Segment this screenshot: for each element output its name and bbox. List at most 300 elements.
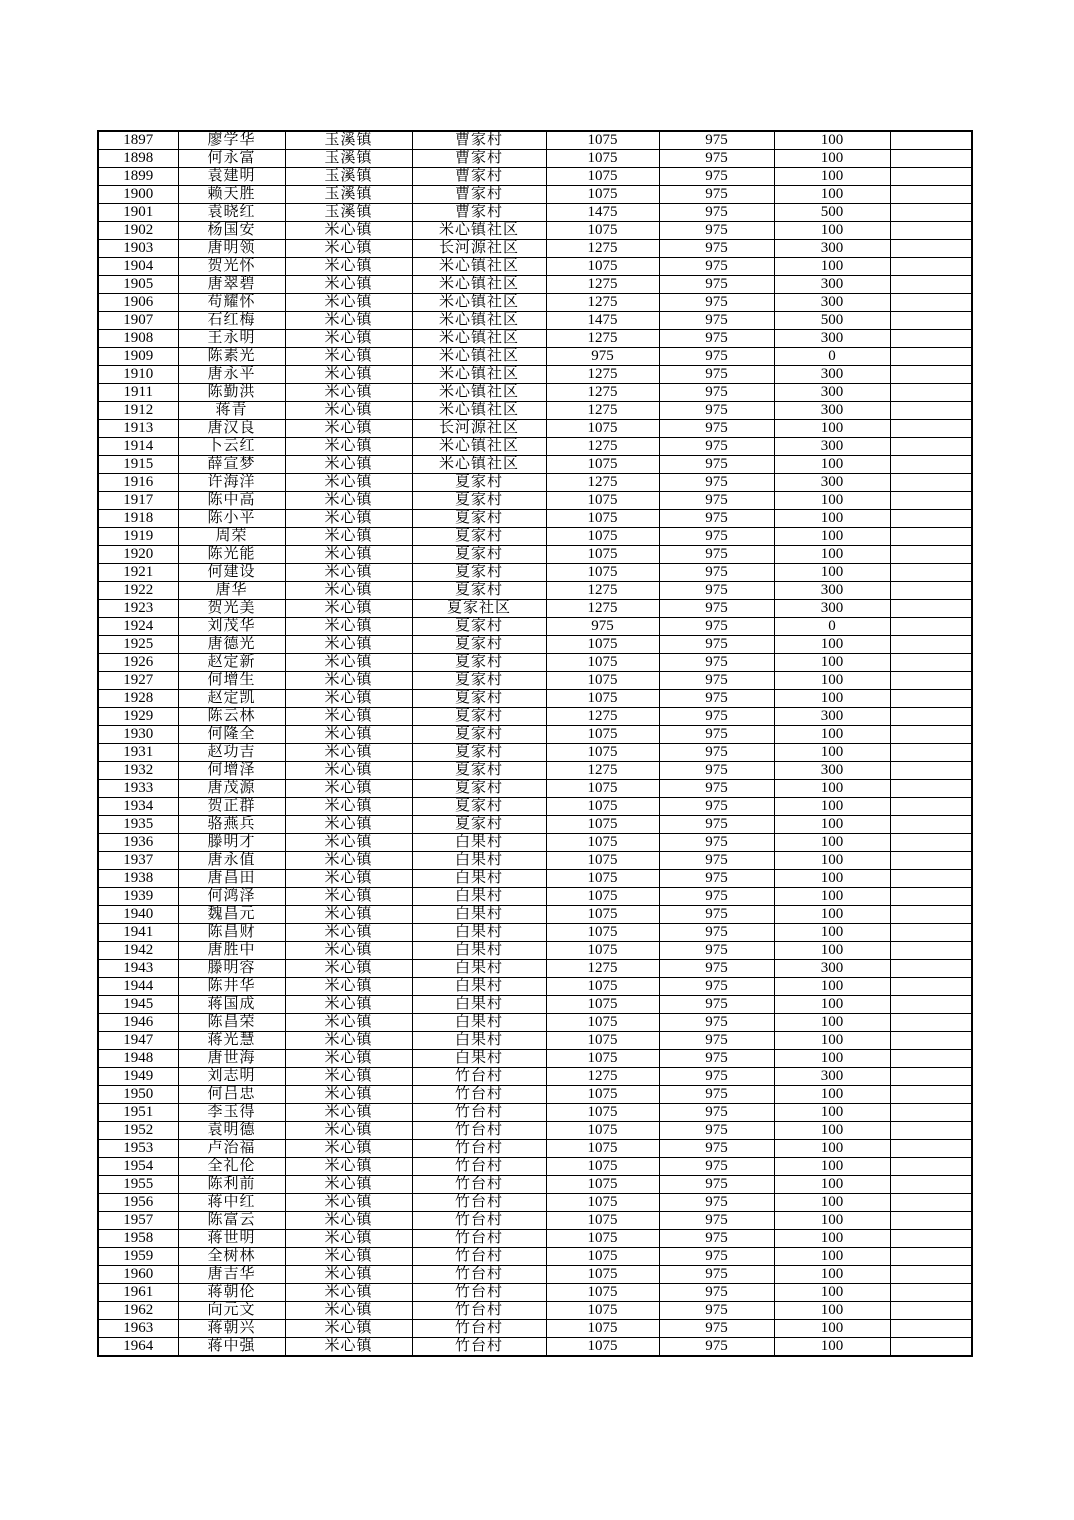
village-cell: 米心镇社区: [412, 456, 546, 474]
amount-extra-cell: 300: [774, 960, 890, 978]
remark-cell: [890, 168, 972, 186]
amount-base-cell: 975: [659, 654, 774, 672]
town-cell: 玉溪镇: [285, 204, 412, 222]
amount-extra-cell: 100: [774, 816, 890, 834]
village-cell: 夏家村: [412, 564, 546, 582]
town-cell: 米心镇: [285, 1230, 412, 1248]
row-number-cell: 1946: [98, 1014, 178, 1032]
town-cell: 米心镇: [285, 1302, 412, 1320]
row-number-cell: 1957: [98, 1212, 178, 1230]
amount-base-cell: 975: [659, 690, 774, 708]
amount-total-cell: 1275: [546, 960, 659, 978]
amount-total-cell: 1475: [546, 312, 659, 330]
remark-cell: [890, 186, 972, 204]
name-cell: 廖学华: [178, 131, 285, 150]
amount-base-cell: 975: [659, 870, 774, 888]
amount-base-cell: 975: [659, 204, 774, 222]
name-cell: 唐永平: [178, 366, 285, 384]
table-row: [98, 1032, 972, 1050]
amount-extra-cell: 300: [774, 600, 890, 618]
amount-extra-cell: 100: [774, 1050, 890, 1068]
remark-cell: [890, 1104, 972, 1122]
row-number-cell: 1906: [98, 294, 178, 312]
amount-total-cell: 1075: [546, 546, 659, 564]
row-number-cell: 1925: [98, 636, 178, 654]
row-number-cell: 1940: [98, 906, 178, 924]
amount-extra-cell: 100: [774, 1086, 890, 1104]
town-cell: 米心镇: [285, 528, 412, 546]
town-cell: 米心镇: [285, 1122, 412, 1140]
row-number-cell: 1928: [98, 690, 178, 708]
amount-total-cell: 1075: [546, 852, 659, 870]
table-body: [98, 131, 972, 1356]
amount-extra-cell: 300: [774, 402, 890, 420]
amount-base-cell: 975: [659, 168, 774, 186]
row-number-cell: 1910: [98, 366, 178, 384]
remark-cell: [890, 780, 972, 798]
amount-total-cell: 1075: [546, 1158, 659, 1176]
amount-base-cell: 975: [659, 510, 774, 528]
amount-total-cell: 1075: [546, 131, 659, 150]
amount-base-cell: 975: [659, 744, 774, 762]
name-cell: 唐昌田: [178, 870, 285, 888]
table-row: [98, 420, 972, 438]
amount-base-cell: 975: [659, 240, 774, 258]
table-row: [98, 510, 972, 528]
town-cell: 米心镇: [285, 348, 412, 366]
amount-extra-cell: 100: [774, 906, 890, 924]
village-cell: 夏家村: [412, 780, 546, 798]
amount-extra-cell: 300: [774, 330, 890, 348]
row-number-cell: 1949: [98, 1068, 178, 1086]
village-cell: 竹台村: [412, 1068, 546, 1086]
remark-cell: [890, 1284, 972, 1302]
remark-cell: [890, 438, 972, 456]
name-cell: 唐华: [178, 582, 285, 600]
table-row: [98, 600, 972, 618]
table-row: [98, 402, 972, 420]
village-cell: 米心镇社区: [412, 366, 546, 384]
table-row: [98, 762, 972, 780]
amount-total-cell: 1075: [546, 492, 659, 510]
remark-cell: [890, 1050, 972, 1068]
amount-total-cell: 1275: [546, 240, 659, 258]
village-cell: 竹台村: [412, 1176, 546, 1194]
amount-total-cell: 1275: [546, 600, 659, 618]
remark-cell: [890, 1212, 972, 1230]
row-number-cell: 1924: [98, 618, 178, 636]
table-row: [98, 528, 972, 546]
row-number-cell: 1913: [98, 420, 178, 438]
name-cell: 袁晓红: [178, 204, 285, 222]
village-cell: 竹台村: [412, 1158, 546, 1176]
name-cell: 陈昌荣: [178, 1014, 285, 1032]
town-cell: 米心镇: [285, 384, 412, 402]
table-row: [98, 330, 972, 348]
amount-extra-cell: 100: [774, 420, 890, 438]
row-number-cell: 1919: [98, 528, 178, 546]
name-cell: 杨国安: [178, 222, 285, 240]
table-row: [98, 1068, 972, 1086]
remark-cell: [890, 492, 972, 510]
remark-cell: [890, 906, 972, 924]
remark-cell: [890, 456, 972, 474]
table-row: [98, 888, 972, 906]
remark-cell: [890, 1014, 972, 1032]
town-cell: 玉溪镇: [285, 168, 412, 186]
town-cell: 米心镇: [285, 1032, 412, 1050]
amount-extra-cell: 100: [774, 1212, 890, 1230]
town-cell: 米心镇: [285, 582, 412, 600]
town-cell: 米心镇: [285, 708, 412, 726]
name-cell: 滕明才: [178, 834, 285, 852]
village-cell: 竹台村: [412, 1338, 546, 1357]
row-number-cell: 1963: [98, 1320, 178, 1338]
remark-cell: [890, 636, 972, 654]
remark-cell: [890, 1086, 972, 1104]
amount-extra-cell: 100: [774, 726, 890, 744]
amount-extra-cell: 100: [774, 690, 890, 708]
remark-cell: [890, 816, 972, 834]
village-cell: 白果村: [412, 1014, 546, 1032]
table-row: [98, 1338, 972, 1357]
row-number-cell: 1953: [98, 1140, 178, 1158]
table-row: [98, 960, 972, 978]
name-cell: 唐翠碧: [178, 276, 285, 294]
town-cell: 米心镇: [285, 492, 412, 510]
row-number-cell: 1929: [98, 708, 178, 726]
remark-cell: [890, 150, 972, 168]
table-row: [98, 312, 972, 330]
table-row: [98, 564, 972, 582]
row-number-cell: 1951: [98, 1104, 178, 1122]
town-cell: 米心镇: [285, 456, 412, 474]
amount-base-cell: 975: [659, 618, 774, 636]
amount-extra-cell: 100: [774, 1176, 890, 1194]
row-number-cell: 1937: [98, 852, 178, 870]
town-cell: 米心镇: [285, 690, 412, 708]
name-cell: 蒋青: [178, 402, 285, 420]
amount-total-cell: 1275: [546, 384, 659, 402]
amount-extra-cell: 100: [774, 834, 890, 852]
remark-cell: [890, 366, 972, 384]
town-cell: 米心镇: [285, 1338, 412, 1357]
amount-extra-cell: 100: [774, 978, 890, 996]
amount-extra-cell: 100: [774, 1320, 890, 1338]
name-cell: 何吕忠: [178, 1086, 285, 1104]
table-row: [98, 1194, 972, 1212]
remark-cell: [890, 582, 972, 600]
row-number-cell: 1947: [98, 1032, 178, 1050]
amount-total-cell: 975: [546, 618, 659, 636]
remark-cell: [890, 1248, 972, 1266]
table-row: [98, 384, 972, 402]
name-cell: 唐明领: [178, 240, 285, 258]
amount-total-cell: 1075: [546, 726, 659, 744]
amount-base-cell: 975: [659, 924, 774, 942]
amount-total-cell: 1075: [546, 1050, 659, 1068]
remark-cell: [890, 1320, 972, 1338]
table-row: [98, 474, 972, 492]
name-cell: 全礼伦: [178, 1158, 285, 1176]
amount-total-cell: 1075: [546, 1014, 659, 1032]
village-cell: 白果村: [412, 870, 546, 888]
name-cell: 陈云林: [178, 708, 285, 726]
row-number-cell: 1899: [98, 168, 178, 186]
remark-cell: [890, 1266, 972, 1284]
row-number-cell: 1926: [98, 654, 178, 672]
name-cell: 蒋朝伦: [178, 1284, 285, 1302]
town-cell: 米心镇: [285, 762, 412, 780]
name-cell: 唐茂源: [178, 780, 285, 798]
amount-base-cell: 975: [659, 1212, 774, 1230]
amount-extra-cell: 100: [774, 456, 890, 474]
amount-total-cell: 1075: [546, 456, 659, 474]
row-number-cell: 1921: [98, 564, 178, 582]
table-row: [98, 1140, 972, 1158]
town-cell: 米心镇: [285, 996, 412, 1014]
table-row: [98, 1212, 972, 1230]
amount-base-cell: 975: [659, 546, 774, 564]
amount-extra-cell: 100: [774, 1104, 890, 1122]
amount-total-cell: 1075: [546, 1320, 659, 1338]
amount-total-cell: 1075: [546, 1122, 659, 1140]
village-cell: 夏家村: [412, 582, 546, 600]
remark-cell: [890, 996, 972, 1014]
town-cell: 米心镇: [285, 276, 412, 294]
table-row: [98, 1284, 972, 1302]
village-cell: 夏家村: [412, 528, 546, 546]
remark-cell: [890, 618, 972, 636]
village-cell: 白果村: [412, 906, 546, 924]
row-number-cell: 1897: [98, 131, 178, 150]
village-cell: 夏家村: [412, 510, 546, 528]
row-number-cell: 1959: [98, 1248, 178, 1266]
table-row: [98, 150, 972, 168]
table-row: [98, 978, 972, 996]
amount-total-cell: 1075: [546, 834, 659, 852]
row-number-cell: 1964: [98, 1338, 178, 1357]
remark-cell: [890, 690, 972, 708]
row-number-cell: 1911: [98, 384, 178, 402]
row-number-cell: 1956: [98, 1194, 178, 1212]
amount-total-cell: 1075: [546, 654, 659, 672]
table-row: [98, 168, 972, 186]
table-row: [98, 258, 972, 276]
table-row: [98, 492, 972, 510]
amount-base-cell: 975: [659, 1284, 774, 1302]
village-cell: 夏家村: [412, 816, 546, 834]
village-cell: 竹台村: [412, 1230, 546, 1248]
town-cell: 米心镇: [285, 1068, 412, 1086]
amount-base-cell: 975: [659, 528, 774, 546]
amount-extra-cell: 300: [774, 240, 890, 258]
amount-total-cell: 1075: [546, 672, 659, 690]
amount-total-cell: 1075: [546, 1338, 659, 1357]
row-number-cell: 1954: [98, 1158, 178, 1176]
amount-extra-cell: 100: [774, 780, 890, 798]
village-cell: 米心镇社区: [412, 402, 546, 420]
name-cell: 何增生: [178, 672, 285, 690]
remark-cell: [890, 672, 972, 690]
row-number-cell: 1950: [98, 1086, 178, 1104]
village-cell: 夏家村: [412, 618, 546, 636]
amount-total-cell: 1075: [546, 1212, 659, 1230]
row-number-cell: 1935: [98, 816, 178, 834]
amount-total-cell: 1275: [546, 582, 659, 600]
amount-extra-cell: 100: [774, 870, 890, 888]
amount-extra-cell: 100: [774, 654, 890, 672]
table-row: [98, 1104, 972, 1122]
table-row: [98, 636, 972, 654]
amount-total-cell: 1275: [546, 366, 659, 384]
town-cell: 米心镇: [285, 978, 412, 996]
village-cell: 白果村: [412, 852, 546, 870]
amount-base-cell: 975: [659, 492, 774, 510]
village-cell: 米心镇社区: [412, 384, 546, 402]
village-cell: 竹台村: [412, 1284, 546, 1302]
row-number-cell: 1918: [98, 510, 178, 528]
town-cell: 米心镇: [285, 1194, 412, 1212]
village-cell: 曹家村: [412, 204, 546, 222]
amount-extra-cell: 100: [774, 1338, 890, 1357]
table-row: [98, 618, 972, 636]
amount-extra-cell: 300: [774, 1068, 890, 1086]
amount-extra-cell: 100: [774, 1266, 890, 1284]
name-cell: 唐世海: [178, 1050, 285, 1068]
town-cell: 米心镇: [285, 816, 412, 834]
town-cell: 米心镇: [285, 744, 412, 762]
amount-extra-cell: 100: [774, 186, 890, 204]
amount-base-cell: 975: [659, 1266, 774, 1284]
data-table: [97, 130, 973, 1357]
amount-total-cell: 1075: [546, 150, 659, 168]
table-row: [98, 294, 972, 312]
village-cell: 米心镇社区: [412, 330, 546, 348]
town-cell: 米心镇: [285, 924, 412, 942]
amount-base-cell: 975: [659, 1032, 774, 1050]
village-cell: 竹台村: [412, 1248, 546, 1266]
row-number-cell: 1900: [98, 186, 178, 204]
village-cell: 曹家村: [412, 186, 546, 204]
table-row: [98, 1266, 972, 1284]
town-cell: 米心镇: [285, 438, 412, 456]
town-cell: 米心镇: [285, 420, 412, 438]
table-row: [98, 131, 972, 150]
village-cell: 竹台村: [412, 1266, 546, 1284]
remark-cell: [890, 510, 972, 528]
row-number-cell: 1909: [98, 348, 178, 366]
amount-base-cell: 975: [659, 1158, 774, 1176]
name-cell: 何建设: [178, 564, 285, 582]
remark-cell: [890, 474, 972, 492]
amount-total-cell: 1075: [546, 420, 659, 438]
town-cell: 米心镇: [285, 1104, 412, 1122]
town-cell: 米心镇: [285, 780, 412, 798]
row-number-cell: 1934: [98, 798, 178, 816]
amount-base-cell: 975: [659, 186, 774, 204]
town-cell: 米心镇: [285, 1050, 412, 1068]
name-cell: 赖天胜: [178, 186, 285, 204]
remark-cell: [890, 1302, 972, 1320]
town-cell: 玉溪镇: [285, 131, 412, 150]
amount-total-cell: 1275: [546, 294, 659, 312]
town-cell: 米心镇: [285, 1140, 412, 1158]
amount-total-cell: 1075: [546, 186, 659, 204]
village-cell: 竹台村: [412, 1140, 546, 1158]
town-cell: 米心镇: [285, 960, 412, 978]
amount-base-cell: 975: [659, 1248, 774, 1266]
amount-extra-cell: 100: [774, 942, 890, 960]
town-cell: 米心镇: [285, 798, 412, 816]
name-cell: 陈光能: [178, 546, 285, 564]
amount-total-cell: 1075: [546, 906, 659, 924]
amount-total-cell: 1075: [546, 996, 659, 1014]
remark-cell: [890, 888, 972, 906]
remark-cell: [890, 384, 972, 402]
amount-extra-cell: 100: [774, 1140, 890, 1158]
town-cell: 米心镇: [285, 888, 412, 906]
amount-extra-cell: 100: [774, 924, 890, 942]
town-cell: 米心镇: [285, 510, 412, 528]
town-cell: 米心镇: [285, 1014, 412, 1032]
name-cell: 陈素光: [178, 348, 285, 366]
name-cell: 刘志明: [178, 1068, 285, 1086]
row-number-cell: 1920: [98, 546, 178, 564]
town-cell: 米心镇: [285, 1320, 412, 1338]
village-cell: 夏家村: [412, 546, 546, 564]
name-cell: 苟耀怀: [178, 294, 285, 312]
row-number-cell: 1917: [98, 492, 178, 510]
table-row: [98, 1176, 972, 1194]
table-row: [98, 906, 972, 924]
town-cell: 米心镇: [285, 1248, 412, 1266]
remark-cell: [890, 1230, 972, 1248]
remark-cell: [890, 1158, 972, 1176]
amount-base-cell: 975: [659, 294, 774, 312]
row-number-cell: 1927: [98, 672, 178, 690]
table-row: [98, 924, 972, 942]
table-row: [98, 348, 972, 366]
table-row: [98, 744, 972, 762]
name-cell: 袁建明: [178, 168, 285, 186]
village-cell: 竹台村: [412, 1212, 546, 1230]
remark-cell: [890, 564, 972, 582]
remark-cell: [890, 222, 972, 240]
remark-cell: [890, 942, 972, 960]
amount-base-cell: 975: [659, 708, 774, 726]
name-cell: 李玉得: [178, 1104, 285, 1122]
village-cell: 竹台村: [412, 1320, 546, 1338]
name-cell: 贺正群: [178, 798, 285, 816]
amount-base-cell: 975: [659, 1086, 774, 1104]
name-cell: 何永富: [178, 150, 285, 168]
amount-extra-cell: 100: [774, 131, 890, 150]
row-number-cell: 1914: [98, 438, 178, 456]
row-number-cell: 1938: [98, 870, 178, 888]
amount-extra-cell: 300: [774, 438, 890, 456]
table-row: [98, 546, 972, 564]
row-number-cell: 1930: [98, 726, 178, 744]
amount-total-cell: 1275: [546, 1068, 659, 1086]
name-cell: 何隆全: [178, 726, 285, 744]
amount-total-cell: 1075: [546, 1176, 659, 1194]
amount-extra-cell: 100: [774, 888, 890, 906]
town-cell: 米心镇: [285, 1212, 412, 1230]
row-number-cell: 1907: [98, 312, 178, 330]
amount-base-cell: 975: [659, 276, 774, 294]
amount-total-cell: 1075: [546, 1104, 659, 1122]
